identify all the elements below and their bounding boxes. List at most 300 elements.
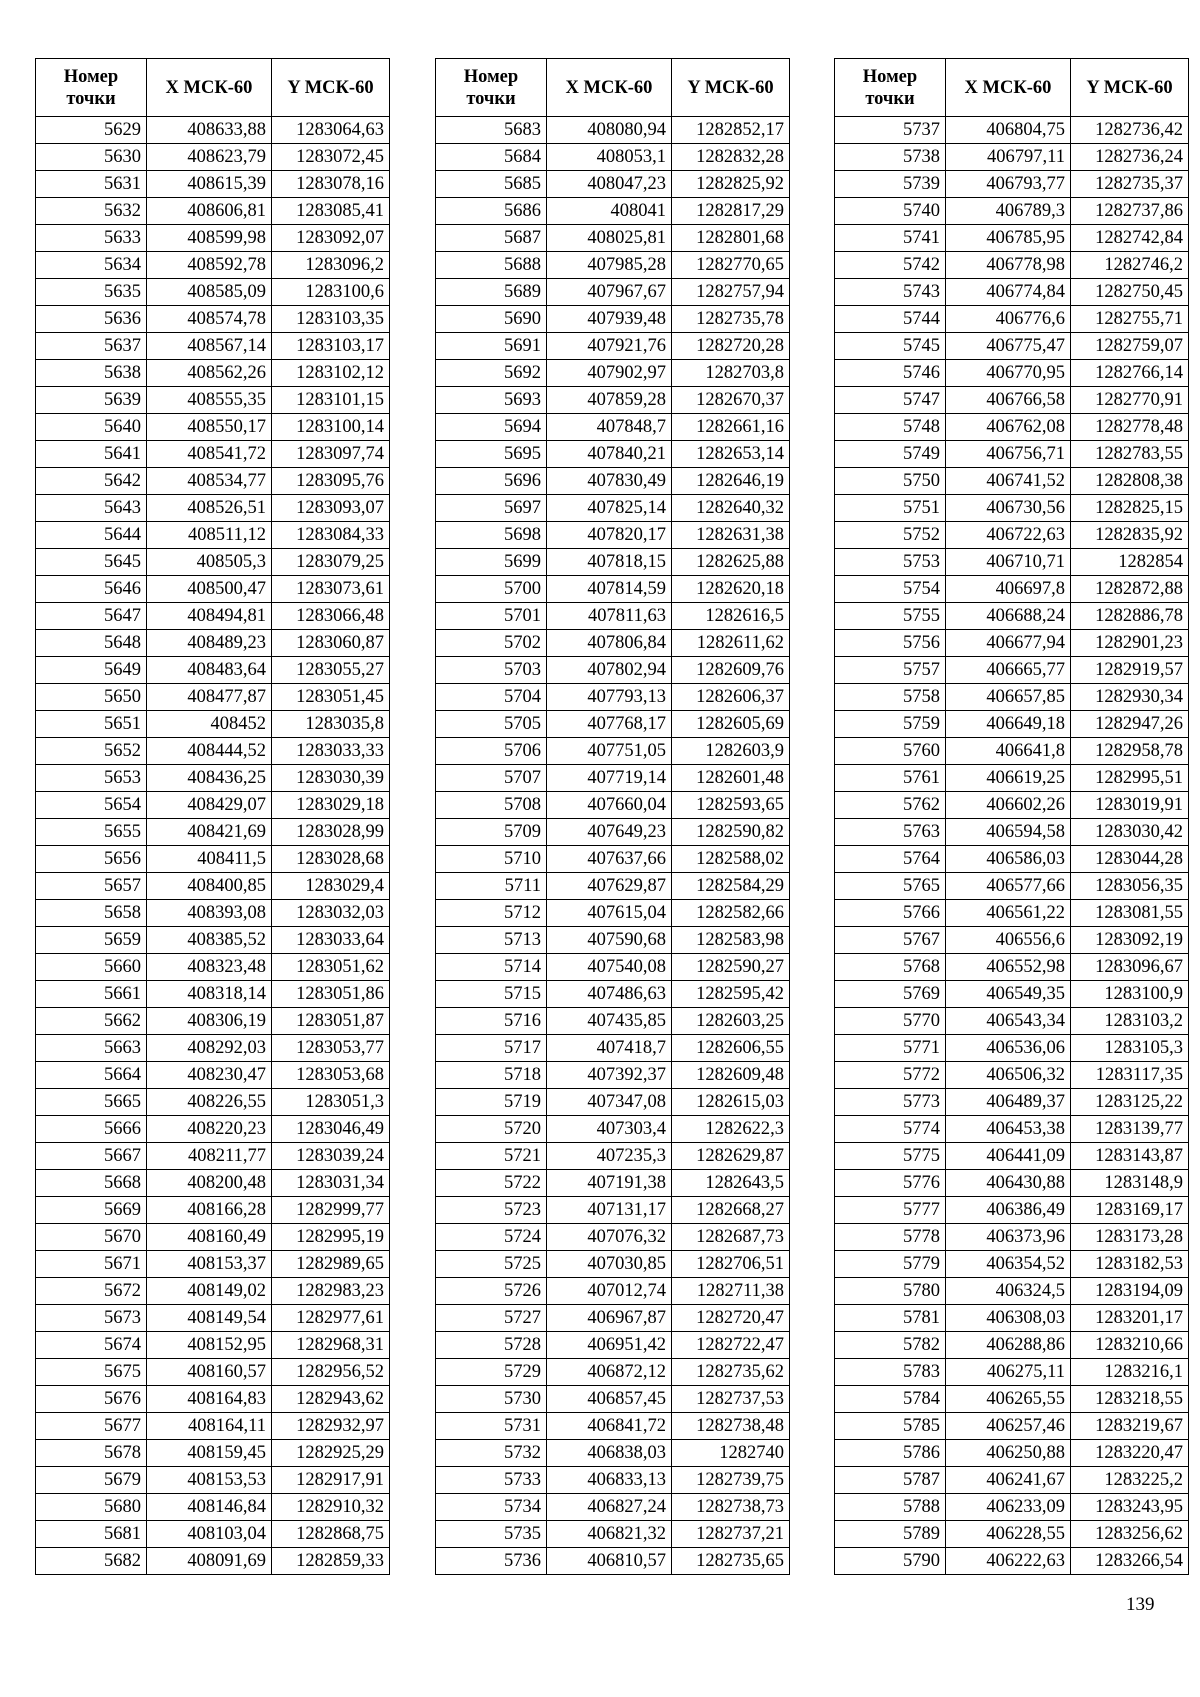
- y-coordinate-cell: 1282859,33: [272, 1548, 390, 1575]
- y-coordinate-cell: 1283100,6: [272, 279, 390, 306]
- x-coordinate-cell: 406594,58: [946, 819, 1071, 846]
- point-number-cell: 5653: [36, 765, 147, 792]
- point-number-cell: 5698: [436, 522, 547, 549]
- x-coordinate-cell: 406774,84: [946, 279, 1071, 306]
- table-row: [436, 1224, 790, 1251]
- table-row: [36, 1494, 390, 1521]
- x-coordinate-cell: 406833,13: [547, 1467, 672, 1494]
- y-coordinate-cell: 1282661,16: [672, 414, 790, 441]
- x-coordinate-cell: 408400,85: [147, 873, 272, 900]
- y-coordinate-cell: 1283125,22: [1071, 1089, 1189, 1116]
- x-coordinate-cell: 406797,11: [946, 144, 1071, 171]
- point-number-cell: 5737: [835, 117, 946, 144]
- x-coordinate-cell: 406951,42: [547, 1332, 672, 1359]
- y-coordinate-cell: 1283031,34: [272, 1170, 390, 1197]
- point-number-cell: 5642: [36, 468, 147, 495]
- table-row: [436, 117, 790, 144]
- y-coordinate-cell: 1283173,28: [1071, 1224, 1189, 1251]
- y-coordinate-cell: 1282703,8: [672, 360, 790, 387]
- x-coordinate-cell: 406766,58: [946, 387, 1071, 414]
- point-number-header: Номер точки: [835, 59, 946, 117]
- point-number-cell: 5750: [835, 468, 946, 495]
- point-number-cell: 5695: [436, 441, 547, 468]
- y-coordinate-cell: 1283033,64: [272, 927, 390, 954]
- x-coordinate-cell: 408534,77: [147, 468, 272, 495]
- point-number-cell: 5765: [835, 873, 946, 900]
- y-coordinate-cell: 1282620,18: [672, 576, 790, 603]
- y-coordinate-cell: 1283019,91: [1071, 792, 1189, 819]
- table-row: [436, 1521, 790, 1548]
- y-coordinate-cell: 1283103,35: [272, 306, 390, 333]
- point-number-cell: 5786: [835, 1440, 946, 1467]
- table-row: [436, 279, 790, 306]
- x-coordinate-cell: 406641,8: [946, 738, 1071, 765]
- table-row: [436, 549, 790, 576]
- x-coordinate-cell: 407486,63: [547, 981, 672, 1008]
- point-number-cell: 5781: [835, 1305, 946, 1332]
- table-row: [436, 1494, 790, 1521]
- point-number-cell: 5772: [835, 1062, 946, 1089]
- point-number-cell: 5744: [835, 306, 946, 333]
- point-number-cell: 5708: [436, 792, 547, 819]
- x-coordinate-cell: 408599,98: [147, 225, 272, 252]
- table-row: [835, 1251, 1189, 1278]
- point-number-cell: 5730: [436, 1386, 547, 1413]
- y-coordinate-cell: 1283219,67: [1071, 1413, 1189, 1440]
- x-coordinate-cell: 408452: [147, 711, 272, 738]
- x-coordinate-cell: 407629,87: [547, 873, 672, 900]
- x-coordinate-cell: 407921,76: [547, 333, 672, 360]
- x-coordinate-cell: 407590,68: [547, 927, 672, 954]
- point-number-cell: 5733: [436, 1467, 547, 1494]
- x-coordinate-cell: 407649,23: [547, 819, 672, 846]
- point-number-cell: 5690: [436, 306, 547, 333]
- x-coordinate-cell: 408494,81: [147, 603, 272, 630]
- table-row: [835, 900, 1189, 927]
- table-row: [835, 819, 1189, 846]
- y-coordinate-cell: 1283051,87: [272, 1008, 390, 1035]
- table-row: [436, 765, 790, 792]
- y-coordinate-cell: 1283073,61: [272, 576, 390, 603]
- point-number-header: Номер точки: [436, 59, 547, 117]
- point-number-cell: 5650: [36, 684, 147, 711]
- x-coordinate-cell: 406275,11: [946, 1359, 1071, 1386]
- x-coordinate-cell: 408091,69: [147, 1548, 272, 1575]
- y-coordinate-cell: 1283256,62: [1071, 1521, 1189, 1548]
- point-number-cell: 5719: [436, 1089, 547, 1116]
- point-number-cell: 5640: [36, 414, 147, 441]
- y-coordinate-cell: 1283035,8: [272, 711, 390, 738]
- table-row: [835, 1305, 1189, 1332]
- y-coordinate-cell: 1283064,63: [272, 117, 390, 144]
- y-coordinate-cell: 1282631,38: [672, 522, 790, 549]
- table-row: [36, 225, 390, 252]
- y-coordinate-cell: 1282687,73: [672, 1224, 790, 1251]
- x-coordinate-cell: 407825,14: [547, 495, 672, 522]
- y-coordinate-cell: 1282999,77: [272, 1197, 390, 1224]
- point-number-cell: 5771: [835, 1035, 946, 1062]
- x-coordinate-cell: 407902,97: [547, 360, 672, 387]
- table-row: [36, 1116, 390, 1143]
- table-row: [36, 1467, 390, 1494]
- x-coordinate-cell: 407818,15: [547, 549, 672, 576]
- x-coordinate-cell: 407751,05: [547, 738, 672, 765]
- y-coordinate-cell: 1282737,86: [1071, 198, 1189, 225]
- table-row: [835, 1062, 1189, 1089]
- point-number-cell: 5712: [436, 900, 547, 927]
- point-number-cell: 5673: [36, 1305, 147, 1332]
- y-coordinate-cell: 1282778,48: [1071, 414, 1189, 441]
- y-coordinate-cell: 1282609,48: [672, 1062, 790, 1089]
- point-number-cell: 5736: [436, 1548, 547, 1575]
- point-number-cell: 5661: [36, 981, 147, 1008]
- y-coordinate-cell: 1283216,1: [1071, 1359, 1189, 1386]
- y-coordinate-cell: 1283029,4: [272, 873, 390, 900]
- y-coordinate-cell: 1282770,91: [1071, 387, 1189, 414]
- y-coordinate-cell: 1283079,25: [272, 549, 390, 576]
- x-coordinate-cell: 407939,48: [547, 306, 672, 333]
- point-number-cell: 5674: [36, 1332, 147, 1359]
- y-coordinate-cell: 1282615,03: [672, 1089, 790, 1116]
- x-coordinate-cell: 408393,08: [147, 900, 272, 927]
- table-row: [436, 225, 790, 252]
- x-coordinate-cell: 408567,14: [147, 333, 272, 360]
- table-row: [36, 738, 390, 765]
- point-number-cell: 5672: [36, 1278, 147, 1305]
- table-row: [436, 387, 790, 414]
- y-coordinate-cell: 1282739,75: [672, 1467, 790, 1494]
- x-coordinate-cell: 407191,38: [547, 1170, 672, 1197]
- point-number-cell: 5768: [835, 954, 946, 981]
- table-row: [436, 1386, 790, 1413]
- y-coordinate-cell: 1283053,68: [272, 1062, 390, 1089]
- x-coordinate-cell: 408152,95: [147, 1332, 272, 1359]
- table-row: [436, 1170, 790, 1197]
- point-number-cell: 5752: [835, 522, 946, 549]
- point-number-cell: 5773: [835, 1089, 946, 1116]
- point-number-cell: 5630: [36, 144, 147, 171]
- y-coordinate-cell: 1282584,29: [672, 873, 790, 900]
- table-row: [36, 900, 390, 927]
- point-number-cell: 5639: [36, 387, 147, 414]
- x-coordinate-cell: 406821,32: [547, 1521, 672, 1548]
- table-row: [36, 792, 390, 819]
- point-number-cell: 5725: [436, 1251, 547, 1278]
- point-number-cell: 5664: [36, 1062, 147, 1089]
- y-coordinate-cell: 1282588,02: [672, 846, 790, 873]
- point-number-cell: 5746: [835, 360, 946, 387]
- point-number-cell: 5755: [835, 603, 946, 630]
- table-row: [436, 846, 790, 873]
- table-row: [835, 441, 1189, 468]
- x-coordinate-cell: 406586,03: [946, 846, 1071, 873]
- point-number-cell: 5684: [436, 144, 547, 171]
- point-number-cell: 5705: [436, 711, 547, 738]
- point-number-cell: 5656: [36, 846, 147, 873]
- point-number-cell: 5670: [36, 1224, 147, 1251]
- table-row: [436, 144, 790, 171]
- point-number-cell: 5789: [835, 1521, 946, 1548]
- y-coordinate-cell: 1282759,07: [1071, 333, 1189, 360]
- x-coordinate-cell: 407859,28: [547, 387, 672, 414]
- point-number-cell: 5767: [835, 927, 946, 954]
- x-coordinate-cell: 408444,52: [147, 738, 272, 765]
- y-coordinate-cell: 1282808,38: [1071, 468, 1189, 495]
- point-number-cell: 5631: [36, 171, 147, 198]
- point-number-cell: 5715: [436, 981, 547, 1008]
- table-row: [36, 117, 390, 144]
- x-coordinate-cell: 406789,3: [946, 198, 1071, 225]
- x-coordinate-cell: 406233,09: [946, 1494, 1071, 1521]
- y-coordinate-cell: 1282720,28: [672, 333, 790, 360]
- y-coordinate-cell: 1282590,82: [672, 819, 790, 846]
- table-row: [436, 171, 790, 198]
- y-coordinate-cell: 1282603,25: [672, 1008, 790, 1035]
- y-coordinate-cell: 1282603,9: [672, 738, 790, 765]
- point-number-cell: 5753: [835, 549, 946, 576]
- y-coordinate-cell: 1283051,45: [272, 684, 390, 711]
- x-coordinate-cell: 408149,54: [147, 1305, 272, 1332]
- table-row: [835, 684, 1189, 711]
- y-coordinate-cell: 1283072,45: [272, 144, 390, 171]
- y-coordinate-cell: 1283046,49: [272, 1116, 390, 1143]
- y-coordinate-cell: 1282868,75: [272, 1521, 390, 1548]
- point-number-cell: 5636: [36, 306, 147, 333]
- table-row: [436, 684, 790, 711]
- x-coordinate-cell: 406756,71: [946, 441, 1071, 468]
- point-number-cell: 5743: [835, 279, 946, 306]
- x-coordinate-cell: 406710,71: [946, 549, 1071, 576]
- point-number-cell: 5677: [36, 1413, 147, 1440]
- y-coordinate-cell: 1282738,48: [672, 1413, 790, 1440]
- table-row: [36, 711, 390, 738]
- point-number-cell: 5785: [835, 1413, 946, 1440]
- y-coordinate-cell: 1282742,84: [1071, 225, 1189, 252]
- x-coordinate-cell: 408164,11: [147, 1413, 272, 1440]
- table-row: [436, 819, 790, 846]
- point-number-cell: 5790: [835, 1548, 946, 1575]
- point-number-cell: 5787: [835, 1467, 946, 1494]
- x-coordinate-cell: 407637,66: [547, 846, 672, 873]
- y-coordinate-cell: 1282720,47: [672, 1305, 790, 1332]
- point-number-cell: 5769: [835, 981, 946, 1008]
- table-row: [436, 576, 790, 603]
- y-coordinate-cell: 1282983,23: [272, 1278, 390, 1305]
- x-coordinate-cell: 407811,63: [547, 603, 672, 630]
- point-number-cell: 5699: [436, 549, 547, 576]
- x-coordinate-cell: 407012,74: [547, 1278, 672, 1305]
- table-header-row: [36, 59, 390, 117]
- point-number-cell: 5681: [36, 1521, 147, 1548]
- table-row: [36, 1062, 390, 1089]
- x-coordinate-cell: 408047,23: [547, 171, 672, 198]
- x-coordinate-cell: 406228,55: [946, 1521, 1071, 1548]
- point-number-cell: 5748: [835, 414, 946, 441]
- x-coordinate-cell: 406354,52: [946, 1251, 1071, 1278]
- x-coordinate-cell: 406841,72: [547, 1413, 672, 1440]
- y-coordinate-cell: 1283101,15: [272, 387, 390, 414]
- point-number-cell: 5735: [436, 1521, 547, 1548]
- y-coordinate-cell: 1282910,32: [272, 1494, 390, 1521]
- table-row: [835, 576, 1189, 603]
- y-coordinate-cell: 1282932,97: [272, 1413, 390, 1440]
- table-row: [436, 1008, 790, 1035]
- y-coordinate-cell: 1283225,2: [1071, 1467, 1189, 1494]
- y-coordinate-cell: 1282606,37: [672, 684, 790, 711]
- x-coordinate-cell: 406543,34: [946, 1008, 1071, 1035]
- table-row: [36, 1332, 390, 1359]
- table-row: [436, 1305, 790, 1332]
- x-coordinate-cell: 408615,39: [147, 171, 272, 198]
- table-row: [36, 630, 390, 657]
- point-number-cell: 5643: [36, 495, 147, 522]
- table-header-row: [436, 59, 790, 117]
- table-row: [835, 1278, 1189, 1305]
- table-row: [835, 927, 1189, 954]
- point-number-cell: 5675: [36, 1359, 147, 1386]
- x-coordinate-cell: 406288,86: [946, 1332, 1071, 1359]
- y-coordinate-cell: 1282770,65: [672, 252, 790, 279]
- point-number-cell: 5766: [835, 900, 946, 927]
- y-coordinate-cell: 1283243,95: [1071, 1494, 1189, 1521]
- table-row: [835, 549, 1189, 576]
- table-row: [835, 1494, 1189, 1521]
- y-coordinate-cell: 1282629,87: [672, 1143, 790, 1170]
- y-coordinate-cell: 1282825,92: [672, 171, 790, 198]
- y-coordinate-cell: 1282746,2: [1071, 252, 1189, 279]
- x-coordinate-cell: 406677,94: [946, 630, 1071, 657]
- point-number-cell: 5721: [436, 1143, 547, 1170]
- table-row: [436, 1116, 790, 1143]
- table-row: [436, 1062, 790, 1089]
- table-row: [36, 1440, 390, 1467]
- table-row: [436, 198, 790, 225]
- x-coordinate-cell: 407303,4: [547, 1116, 672, 1143]
- point-number-cell: 5633: [36, 225, 147, 252]
- point-number-cell: 5754: [835, 576, 946, 603]
- x-coordinate-cell: 407848,7: [547, 414, 672, 441]
- point-number-cell: 5635: [36, 279, 147, 306]
- point-number-cell: 5776: [835, 1170, 946, 1197]
- table-row: [835, 306, 1189, 333]
- y-coordinate-cell: 1283051,62: [272, 954, 390, 981]
- y-coordinate-cell: 1282735,65: [672, 1548, 790, 1575]
- table-row: [36, 1386, 390, 1413]
- y-coordinate-cell: 1282737,53: [672, 1386, 790, 1413]
- x-coordinate-cell: 408166,28: [147, 1197, 272, 1224]
- point-number-cell: 5686: [436, 198, 547, 225]
- x-coordinate-cell: 407793,13: [547, 684, 672, 711]
- x-coordinate-cell: 408585,09: [147, 279, 272, 306]
- point-number-cell: 5779: [835, 1251, 946, 1278]
- y-coordinate-cell: 1283169,17: [1071, 1197, 1189, 1224]
- x-coordinate-cell: 406778,98: [946, 252, 1071, 279]
- x-coordinate-cell: 408200,48: [147, 1170, 272, 1197]
- table-row: [835, 117, 1189, 144]
- x-coordinate-cell: 406308,03: [946, 1305, 1071, 1332]
- point-number-cell: 5713: [436, 927, 547, 954]
- table-row: [36, 414, 390, 441]
- y-coordinate-cell: 1283051,3: [272, 1089, 390, 1116]
- table-row: [36, 441, 390, 468]
- x-coordinate-cell: 406775,47: [946, 333, 1071, 360]
- point-number-cell: 5722: [436, 1170, 547, 1197]
- x-coordinate-cell: 408164,83: [147, 1386, 272, 1413]
- point-number-cell: 5657: [36, 873, 147, 900]
- point-number-cell: 5634: [36, 252, 147, 279]
- table-row: [36, 576, 390, 603]
- y-coordinate-cell: 1283117,35: [1071, 1062, 1189, 1089]
- x-coordinate-cell: 406430,88: [946, 1170, 1071, 1197]
- point-number-cell: 5682: [36, 1548, 147, 1575]
- point-number-cell: 5694: [436, 414, 547, 441]
- x-coordinate-cell: 406665,77: [946, 657, 1071, 684]
- x-coordinate-cell: 406386,49: [946, 1197, 1071, 1224]
- coordinates-table-3: [834, 58, 1189, 1575]
- y-coordinate-cell: 1282757,94: [672, 279, 790, 306]
- x-coordinate-header: X МСК-60: [946, 59, 1071, 117]
- x-coordinate-cell: 408153,53: [147, 1467, 272, 1494]
- x-coordinate-cell: 406697,8: [946, 576, 1071, 603]
- x-coordinate-cell: 406838,03: [547, 1440, 672, 1467]
- table-row: [36, 981, 390, 1008]
- table-row: [36, 684, 390, 711]
- point-number-cell: 5647: [36, 603, 147, 630]
- y-coordinate-cell: 1282738,73: [672, 1494, 790, 1521]
- table-row: [36, 1548, 390, 1575]
- coordinates-table-2: [435, 58, 790, 1575]
- table-row: [835, 603, 1189, 630]
- point-number-cell: 5723: [436, 1197, 547, 1224]
- table-row: [436, 927, 790, 954]
- x-coordinate-cell: 408149,02: [147, 1278, 272, 1305]
- table-row: [436, 981, 790, 1008]
- x-coordinate-cell: 406688,24: [946, 603, 1071, 630]
- table-row: [36, 1251, 390, 1278]
- table-row: [835, 495, 1189, 522]
- x-coordinate-cell: 406657,85: [946, 684, 1071, 711]
- point-number-cell: 5747: [835, 387, 946, 414]
- x-coordinate-cell: 406776,6: [946, 306, 1071, 333]
- y-coordinate-cell: 1282886,78: [1071, 603, 1189, 630]
- y-coordinate-cell: 1283053,77: [272, 1035, 390, 1062]
- x-coordinate-cell: 406250,88: [946, 1440, 1071, 1467]
- table-row: [835, 1116, 1189, 1143]
- point-number-cell: 5729: [436, 1359, 547, 1386]
- point-number-cell: 5638: [36, 360, 147, 387]
- table-row: [436, 360, 790, 387]
- table-row: [835, 144, 1189, 171]
- table-row: [835, 630, 1189, 657]
- x-coordinate-cell: 408411,5: [147, 846, 272, 873]
- y-coordinate-cell: 1282609,76: [672, 657, 790, 684]
- x-coordinate-cell: 406804,75: [946, 117, 1071, 144]
- y-coordinate-cell: 1282735,78: [672, 306, 790, 333]
- point-number-cell: 5662: [36, 1008, 147, 1035]
- y-coordinate-cell: 1283055,27: [272, 657, 390, 684]
- point-number-cell: 5701: [436, 603, 547, 630]
- y-coordinate-cell: 1283028,99: [272, 819, 390, 846]
- point-number-cell: 5668: [36, 1170, 147, 1197]
- x-coordinate-cell: 406770,95: [946, 360, 1071, 387]
- x-coordinate-cell: 406967,87: [547, 1305, 672, 1332]
- x-coordinate-cell: 406793,77: [946, 171, 1071, 198]
- x-coordinate-cell: 408505,3: [147, 549, 272, 576]
- table-row: [835, 414, 1189, 441]
- table-row: [436, 1332, 790, 1359]
- y-coordinate-cell: 1282968,31: [272, 1332, 390, 1359]
- x-coordinate-cell: 408489,23: [147, 630, 272, 657]
